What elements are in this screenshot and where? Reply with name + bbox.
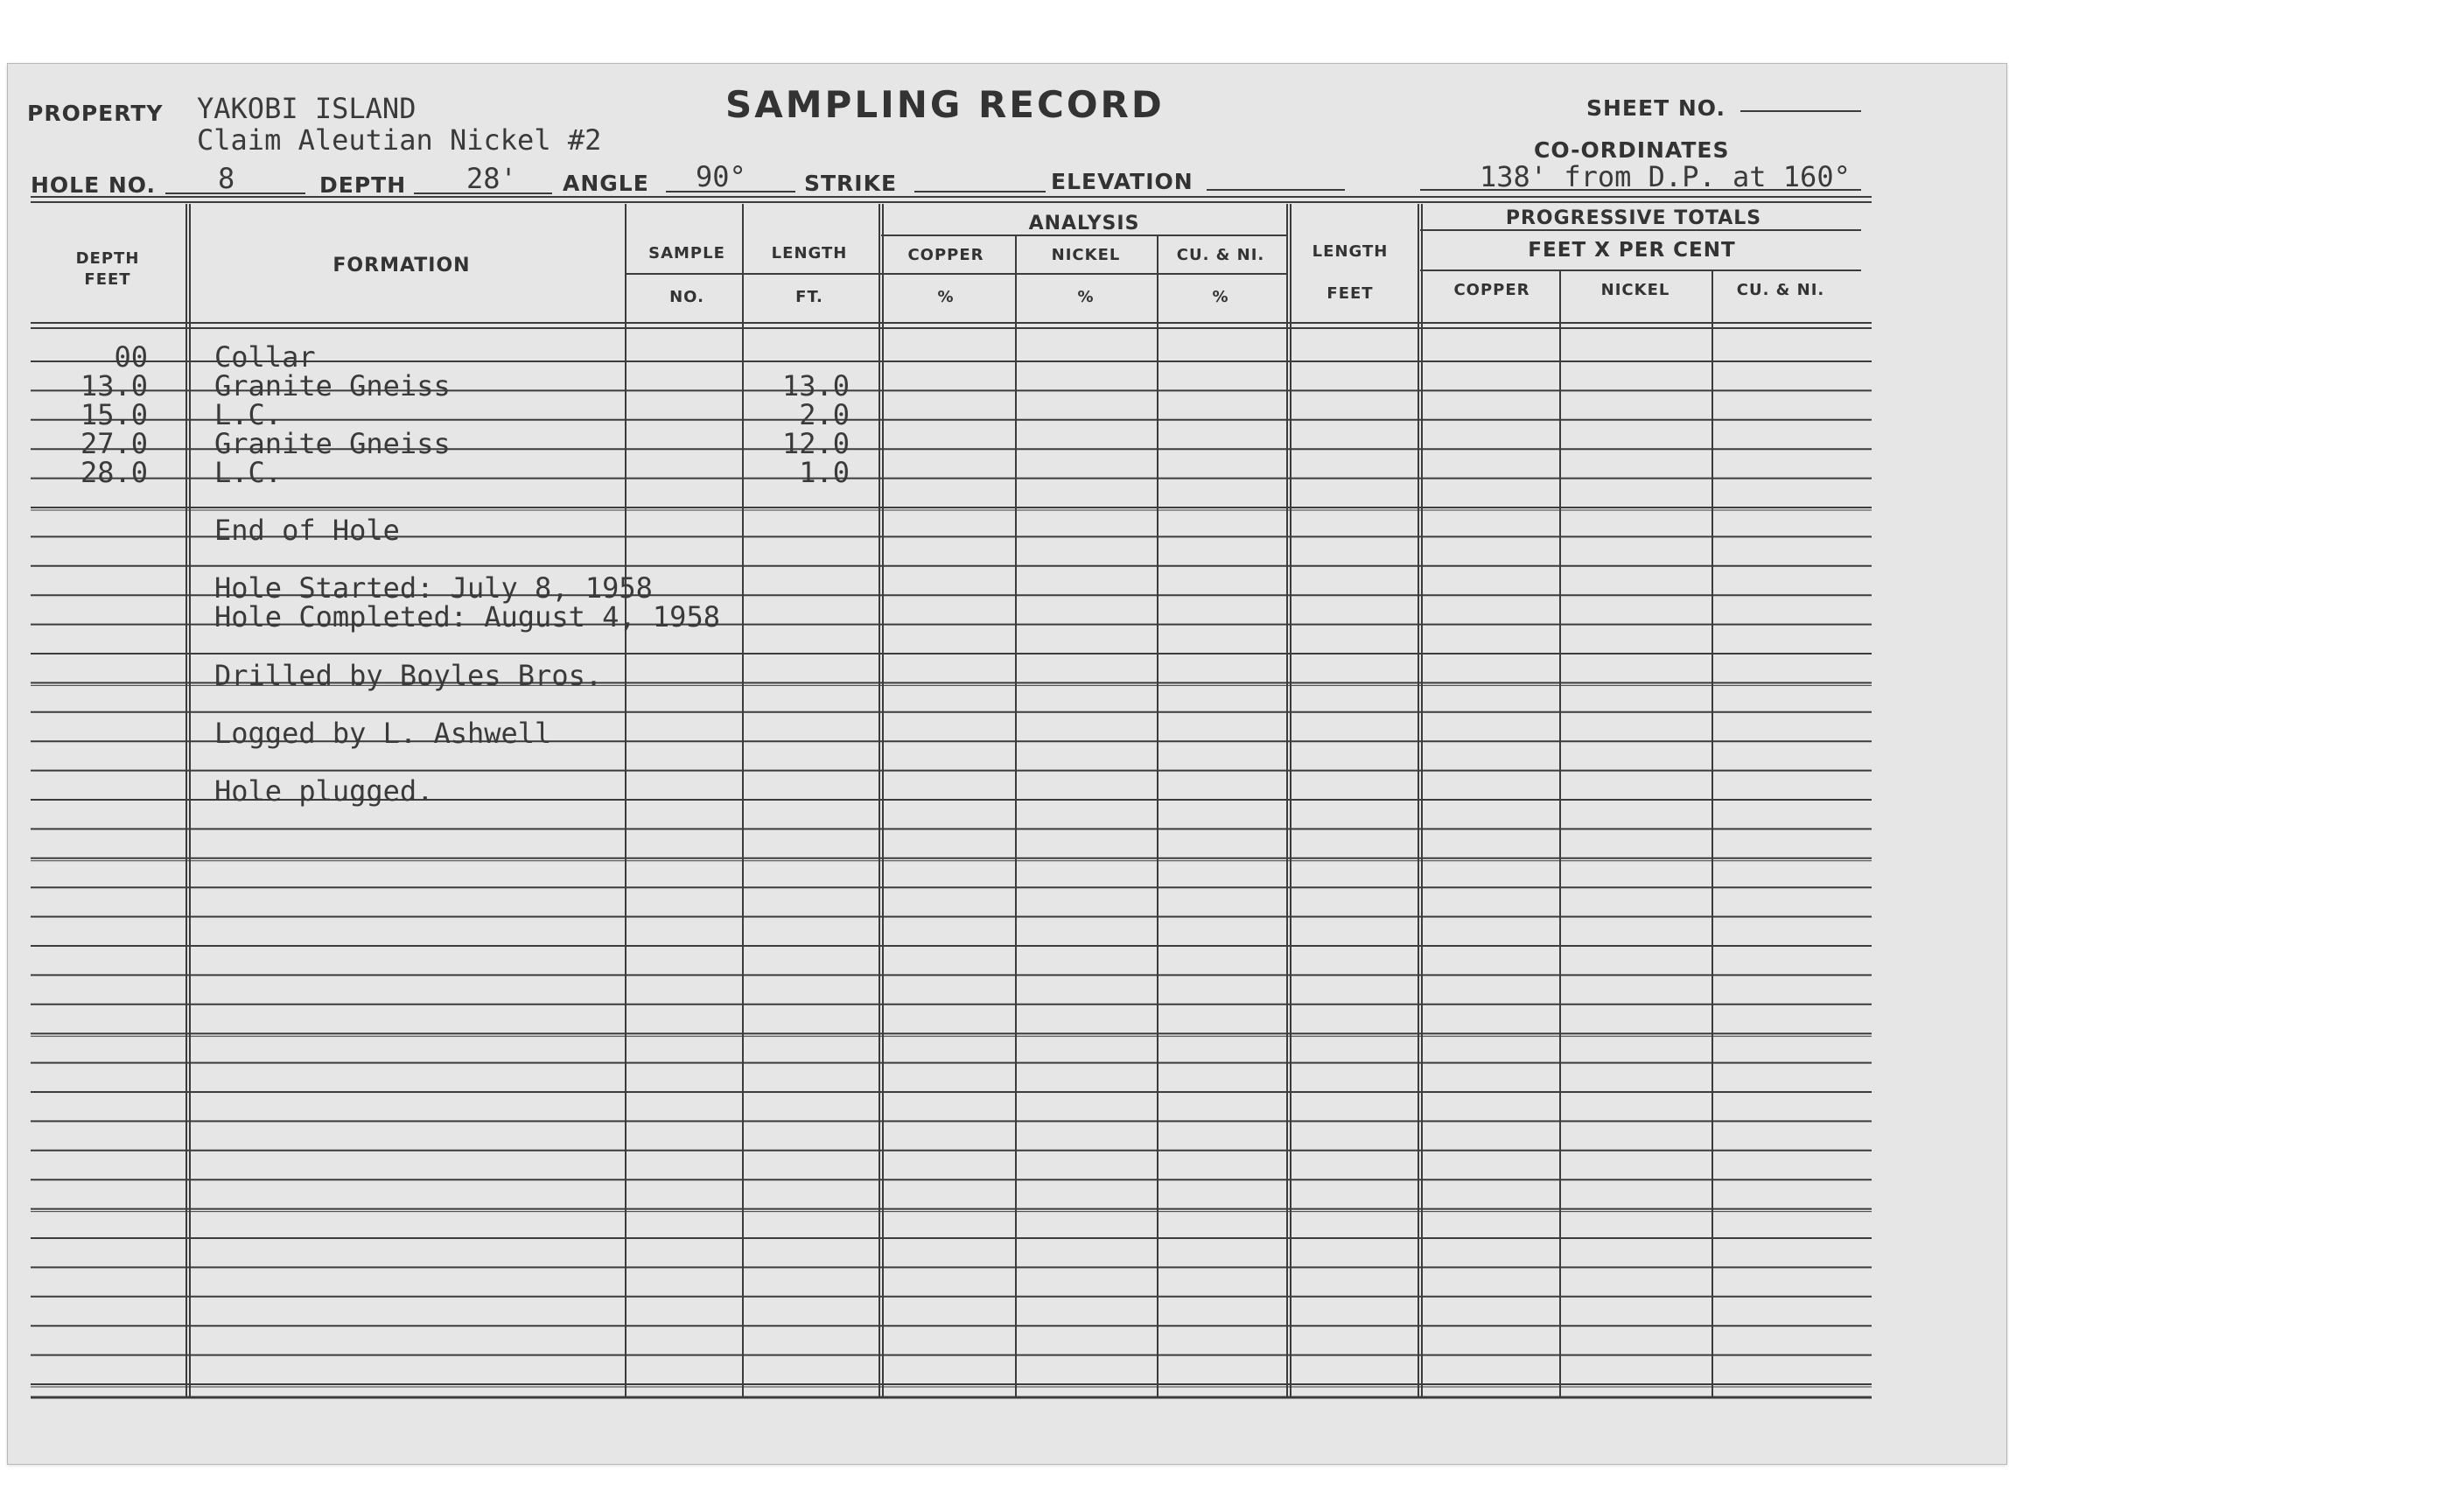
row-formation: Granite Gneiss xyxy=(214,369,451,402)
form-grid xyxy=(8,64,2006,1464)
note-hole-started: Hole Started: July 8, 1958 xyxy=(214,571,653,605)
row-formation: L.C. xyxy=(214,398,283,431)
row-formation: L.C. xyxy=(214,456,283,489)
col-length2-unit: FEET xyxy=(1326,284,1374,303)
col-cuni-unit: % xyxy=(1212,288,1229,306)
note-hole-completed: Hole Completed: August 4, 1958 xyxy=(214,600,720,634)
col-feet-x-pct: FEET X PER CENT xyxy=(1528,239,1736,262)
col-p-cuni: CU. & NI. xyxy=(1736,281,1825,299)
col-nickel-unit: % xyxy=(1077,288,1095,306)
hole-no-label: HOLE NO. xyxy=(31,172,157,198)
col-progressive: PROGRESSIVE TOTALS xyxy=(1505,207,1762,229)
depth-label: DEPTH xyxy=(319,172,407,198)
col-depth-unit: FEET xyxy=(84,270,131,289)
property-value: YAKOBI ISLAND xyxy=(197,92,416,125)
col-length-unit: FT. xyxy=(795,288,823,306)
row-formation: Granite Gneiss xyxy=(214,427,451,460)
elevation-label: ELEVATION xyxy=(1051,169,1194,194)
note-drilled-by: Drilled by Boyles Bros. xyxy=(214,659,603,692)
row-length: 12.0 xyxy=(781,427,850,460)
col-sample-title: SAMPLE xyxy=(648,244,725,262)
row-depth: 27.0 xyxy=(80,427,148,460)
note-logged-by: Logged by L. Ashwell xyxy=(214,717,552,750)
row-length: 2.0 xyxy=(799,398,850,431)
col-p-nickel: NICKEL xyxy=(1600,281,1670,299)
coordinates-value: 138' from D.P. at 160° xyxy=(1480,160,1851,193)
sheet-no-label: SHEET NO. xyxy=(1586,95,1726,121)
sampling-record-card xyxy=(7,63,2007,1465)
col-copper-title: COPPER xyxy=(907,246,984,264)
angle-label: ANGLE xyxy=(563,171,649,196)
note-end-of-hole: End of Hole xyxy=(214,514,400,547)
col-formation: FORMATION xyxy=(332,255,471,276)
row-depth: 13.0 xyxy=(80,369,148,402)
row-length: 13.0 xyxy=(781,369,850,402)
col-length2-title: LENGTH xyxy=(1312,242,1389,261)
row-formation: Collar xyxy=(214,340,316,374)
row-depth: 15.0 xyxy=(80,398,148,431)
row-length: 1.0 xyxy=(799,456,850,489)
claim-value: Claim Aleutian Nickel #2 xyxy=(197,123,602,157)
row-depth: 28.0 xyxy=(80,456,148,489)
depth-value: 28' xyxy=(466,162,517,195)
strike-label: STRIKE xyxy=(804,171,898,196)
col-length-title: LENGTH xyxy=(771,244,848,262)
page-title: SAMPLING RECORD xyxy=(725,83,1165,126)
angle-value: 90° xyxy=(696,160,746,193)
col-analysis: ANALYSIS xyxy=(1028,213,1140,234)
row-depth: 00 xyxy=(114,340,148,374)
coordinates-label: CO-ORDINATES xyxy=(1534,137,1730,163)
col-p-copper: COPPER xyxy=(1453,281,1530,299)
col-sample-unit: NO. xyxy=(669,288,704,306)
col-depth-title: DEPTH xyxy=(75,249,140,268)
col-cuni-title: CU. & NI. xyxy=(1176,246,1265,264)
hole-no-value: 8 xyxy=(218,162,235,195)
property-label: PROPERTY xyxy=(27,101,164,126)
note-hole-plugged: Hole plugged. xyxy=(214,774,434,808)
col-nickel-title: NICKEL xyxy=(1051,246,1121,264)
col-copper-unit: % xyxy=(937,288,955,306)
